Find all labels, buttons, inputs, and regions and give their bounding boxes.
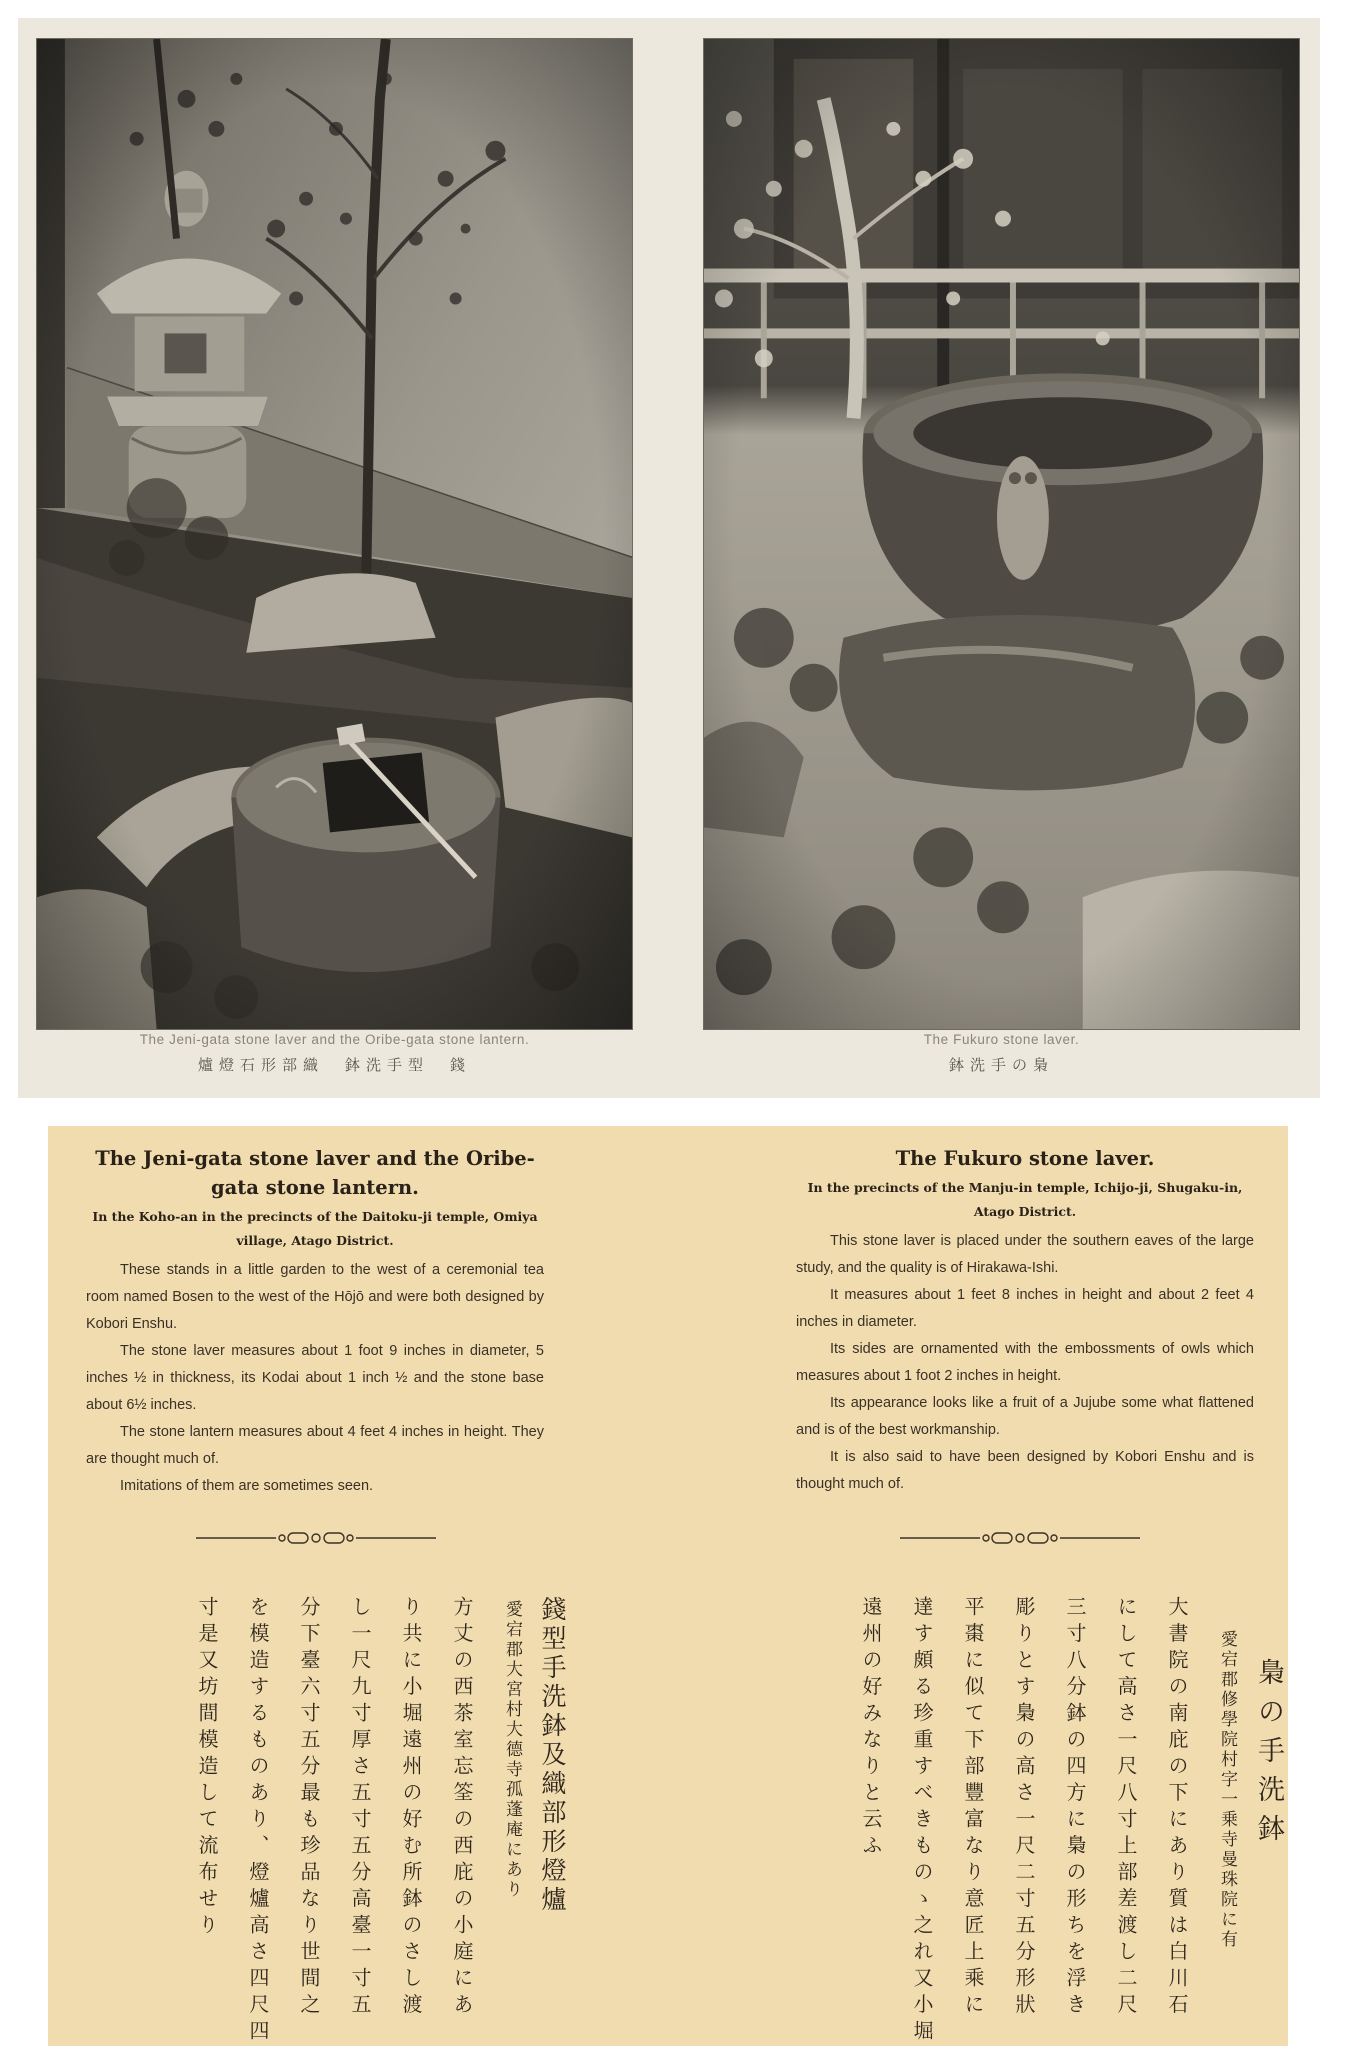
english-title-jeni-gata: The Jeni-gata stone laver and the Oribe-gata stone lantern. [95, 1147, 535, 1199]
english-location-jeni-gata: In the Koho-an in the precincts of the Daitoku-ji temple, Omiya village, Atago District. [92, 1209, 538, 1248]
japanese-text-column: にして高さ一尺八寸上部差渡し二尺 [1114, 1596, 1138, 2020]
paragraph: Its sides are ornamented with the embossments of owls which measures about 1 foot 2 inches in height. [796, 1341, 1254, 1384]
photo-jeni-gata-laver-and-lantern [36, 38, 633, 1030]
ornament-divider-icon [900, 1530, 1140, 1546]
japanese-text-column: を模造するものあり、燈爐高さ四尺四 [246, 1596, 270, 2047]
japanese-location-fukuro: 愛宕郡修學院村字一乗寺曼珠院に有 [1217, 1630, 1237, 1950]
japanese-text-column: 三寸八分鉢の四方に梟の形ちを浮き [1063, 1596, 1087, 2020]
paragraph: It measures about 1 feet 8 inches in height and about 2 feet 4 inches in diameter. [796, 1287, 1254, 1330]
english-column-jeni-gata [86, 1144, 544, 1500]
photo-plate [18, 18, 1320, 1098]
japanese-location-jeni-gata: 愛宕郡大宮村大德寺孤蓬庵にあり [502, 1600, 522, 1900]
caption-right-japanese: 鉢洗手の梟 [948, 1056, 1054, 1074]
paragraph: These stands in a little garden to the west of a ceremonial tea room named Bosen to the west of the Hōjō and were both designed by Kobori Enshu. [86, 1262, 544, 1332]
description-page [48, 1126, 1288, 2046]
japanese-text-column: 彫りとす梟の高さ一尺二寸五分形狀 [1012, 1596, 1036, 2020]
japanese-title-fukuro: 梟の手洗鉢 [1253, 1658, 1284, 1853]
japanese-text-jeni-gata [166, 1596, 567, 2047]
japanese-text-column: 方丈の西茶室忘筌の西庇の小庭にあ [450, 1596, 474, 2020]
ornament-divider [196, 1530, 436, 1546]
ornament-divider [900, 1530, 1140, 1546]
photo-fukuro-laver [703, 38, 1300, 1030]
paragraph: Imitations of them are sometimes seen. [120, 1478, 374, 1494]
english-title-fukuro: The Fukuro stone laver. [895, 1147, 1155, 1170]
japanese-text-column: し一尺九寸厚さ五寸五分高臺一寸五 [348, 1596, 372, 2020]
japanese-text-fukuro [830, 1596, 1284, 2047]
paragraph: It is also said to have been designed by Kobori Enshu and is thought much of. [796, 1449, 1254, 1492]
english-location-fukuro: In the precincts of the Manju-in temple, Ichijo-ji, Shugaku-in, Atago District. [807, 1180, 1243, 1219]
paragraph: The stone lantern measures about 4 feet 4 inches in height. They are thought much of. [86, 1424, 544, 1467]
paragraph: This stone laver is placed under the southern eaves of the large study, and the quality is of Hirakawa-Ishi. [796, 1233, 1254, 1276]
english-column-fukuro [796, 1144, 1254, 1498]
photo-fukuro-image [704, 39, 1299, 1029]
japanese-text-column: 平棗に似て下部豐富なり意匠上乘に [961, 1596, 985, 2020]
paragraph: The stone laver measures about 1 foot 9 inches in diameter, 5 inches ½ in thickness, its Kodai about 1 inch ½ and the stone base about 6½ inches. [86, 1343, 544, 1413]
japanese-text-column: 寸是又坊間模造して流布せり [195, 1596, 219, 1941]
paragraph: Its appearance looks like a fruit of a Jujube some what flattened and is of the best workmanship. [796, 1395, 1254, 1438]
japanese-text-column: 達す頗る珍重すべきものゝ之れ又小堀 [910, 1596, 934, 2047]
caption-left-english: The Jeni-gata stone laver and the Oribe-gata stone lantern. [139, 1032, 530, 1047]
japanese-text-column: 遠州の好みなりと云ふ [859, 1596, 883, 1861]
caption-right-english: The Fukuro stone laver. [923, 1032, 1080, 1047]
caption-left-japanese: 爐燈石形部織 鉢洗手型 錢 [197, 1056, 471, 1074]
photo-jeni-gata-image [37, 39, 632, 1029]
japanese-text-column: り共に小堀遠州の好む所鉢のさし渡 [399, 1596, 423, 2020]
japanese-text-column: 大書院の南庇の下にあり質は白川石 [1165, 1596, 1189, 2020]
japanese-title-jeni-gata: 錢型手洗鉢及織部形燈爐 [538, 1596, 567, 1915]
ornament-divider-icon [196, 1530, 436, 1546]
japanese-text-column: 分下臺六寸五分最も珍品なり世間之 [297, 1596, 321, 2020]
